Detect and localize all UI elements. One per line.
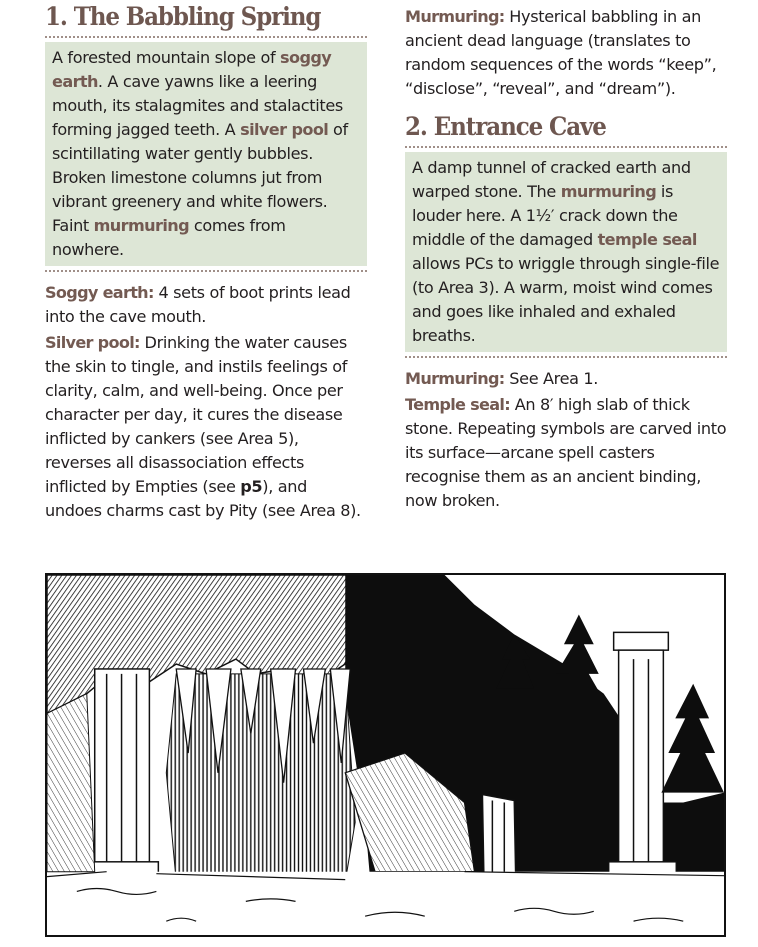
area-1-heading: 1. The Babbling Spring	[45, 2, 321, 31]
entry-temple-seal	[405, 393, 727, 513]
left-column	[45, 0, 367, 525]
keyword-soggy-earth: soggy earth	[52, 48, 332, 91]
entry-text: An 8′ high slab of thick stone. Repeating symbols are carved into its surface—arcane spell casters recognise them as an ancient binding, now broken.	[405, 395, 727, 510]
box-divider	[45, 270, 367, 272]
boxed-text-segment: . A cave yawns like a leering mouth, its stalagmites and stalactites forming jagged teeth. A	[52, 72, 343, 139]
entry-text: 4 sets of boot prints lead into the cave mouth.	[45, 283, 351, 326]
page-reference-link[interactable]: p5	[240, 477, 263, 496]
cave-mouth	[166, 674, 355, 882]
heading-divider	[405, 146, 727, 148]
boxed-text-segment: A forested mountain slope of	[52, 48, 281, 67]
cave-illustration	[45, 573, 726, 937]
entry-text: Drinking the water causes the skin to tingle, and instils feelings of clarity, calm, and well-being. Once per character per day, it cures the disease inflicted by cankers (see Area 5), reverses all disassociation effects inflicted by Empties (see	[45, 333, 348, 496]
entry-murmuring-ref	[405, 367, 727, 391]
entry-text: ), and undoes charms cast by Pity (see Area 8).	[45, 477, 361, 520]
right-column	[405, 0, 727, 515]
heading-divider	[45, 36, 367, 38]
entry-term: Silver pool:	[45, 333, 140, 352]
keyword-murmuring: murmuring	[93, 216, 190, 235]
entry-murmuring	[405, 5, 727, 101]
boxed-text-segment: is louder here. A 1½′ crack down the middle of the damaged	[412, 182, 678, 249]
entry-soggy-earth	[45, 281, 367, 329]
entry-text: See Area 1.	[504, 369, 599, 388]
cave-illustration-art	[47, 575, 724, 935]
ground	[47, 872, 724, 935]
boxed-text-segment: comes from nowhere.	[52, 216, 286, 259]
entry-silver-pool	[45, 331, 367, 523]
keyword-silver-pool: silver pool	[240, 120, 329, 139]
keyword-murmuring: murmuring	[560, 182, 657, 201]
broken-column-left	[87, 669, 159, 884]
entry-term: Murmuring:	[405, 369, 505, 388]
boxed-text-segment: of scintillating water gently bubbles. Broken limestone columns jut from vibrant greenery and white flowers. Faint	[52, 120, 348, 235]
left-foliage	[47, 694, 95, 872]
entry-term: Soggy earth:	[45, 283, 154, 302]
area-1-boxed-text	[45, 42, 367, 266]
boxed-text-segment: A damp tunnel of cracked earth and warped stone. The	[412, 158, 691, 201]
box-divider	[405, 356, 727, 358]
boxed-text-segment: allows PCs to wriggle through single-file (to Area 3). A warm, moist wind comes and goes like inhaled and exhaled breaths.	[412, 254, 720, 345]
entry-term: Murmuring:	[405, 7, 505, 26]
area-2-heading: 2. Entrance Cave	[405, 112, 606, 141]
entry-term: Temple seal:	[405, 395, 510, 414]
entry-text: Hysterical babbling in an ancient dead language (translates to random sequences of the words “keep”, “disclose”, “reveal”, and “dream”).	[405, 7, 717, 98]
keyword-temple-seal: temple seal	[597, 230, 697, 249]
area-2-boxed-text	[405, 152, 727, 352]
